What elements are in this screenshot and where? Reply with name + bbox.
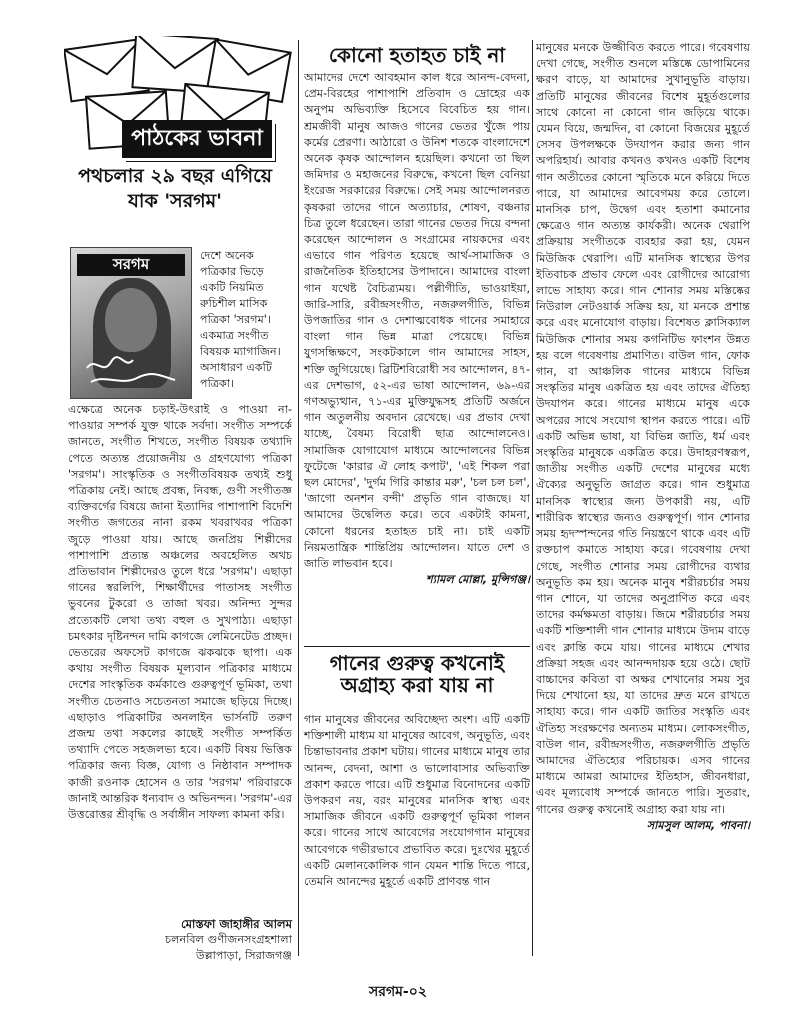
article-body: [68, 402, 292, 823]
column-divider: [298, 40, 299, 956]
cover-script-caption: [81, 350, 181, 390]
author-name: সামসুল আলম, পাবনা।: [646, 818, 750, 832]
body-paragraph: আমাদের দেশে আবহমান কাল ধরে আনন্দ-বেদনা, প্রেম-বিরহের পাশাপাশি প্রতিবাদ ও দ্রোহের এক অনুপম অভিব্যক্তি হিসেবে বিবেচিত হয় গান। শ্রমজীবী মানুষ আজও গানের ভেতর খুঁজে পায় কর্মের প্রেরণা। আঠারো ও উনিশ শতকে বাংলাদেশে অনেক কৃষক আন্দোলন হয়েছিল। কখনো তা ছিল জমিদার ও মহাজনের বিরুদ্ধে, কখনো ছিল বেনিয়া ইংরেজ সরকারের বিরুদ্ধে। সেই সময় আন্দোলনরত কৃষকরা তাদের গানে অত্যাচার, শোষণ, বঞ্চনার চিত্র তুলে ধরেছেন। তারা গানের ভেতর দিয়ে বন্দনা করেছেন আন্দোলন ও সংগ্রামের নায়কদের এবং এভাবে গান পরিণত হয়েছে আর্থ-সামাজিক ও রাজনৈতিক ইতিহাসের উপাদানে। আমাদের বাংলা গান যথেষ্ট বৈচিত্র্যময়। পল্লীগীতি, ভাওয়াইয়া, জারি-সারি, রবীন্দ্রসংগীত, নজরুলগীতি, বিভিন্ন উপজাতির গান ও দেশাত্মবোধক গানের সমাহারে বাংলা গান ভিন্ন মাত্রা পেয়েছে। বিভিন্ন যুগসন্ধিক্ষণে, সংকটকালে গান আমাদের সাহস, শক্তি জুগিয়েছে। ব্রিটিশবিরোধী সব আন্দোলন, ৪৭-এর দেশভাগ, ৫২-এর ভাষা আন্দোলন, ৬৯-এর গণঅভ্যুত্থান, ৭১-এর মুক্তিযুদ্ধসহ প্রতিটি অর্জনে গান অতুলনীয় অবদান রেখেছে। এর প্রভাব দেখা যাচ্ছে, বৈষম্য বিরোধী ছাত্র আন্দোলনেও। সামাজিক যোগাযোগ মাধ্যমে আন্দোলনের বিভিন্ন ফুটেজে 'কারার ঐ লোহ কপাট', 'এই শিকল পরা ছল মোদের', 'দুর্গম গিরি কান্তার মরু', 'চল চল চল', 'জাগো অনশন বন্দী' প্রভৃতি গান বাজছে। যা আমাদের উদ্বেলিত করে। তবে একটাই কামনা, কোনো ধরনের হতাহত চাই না। চাই একটি নিয়মতান্ত্রিক শান্তিপ্রিয় আন্দোলন। যাতে দেশ ও জাতি লাভবান হবে।: [304, 71, 530, 571]
article-title: পথচলার ২৯ বছর এগিয়ে যাক 'সরগম': [78, 165, 272, 212]
intro-paragraph: দেশে অনেক পত্রিকার ভিড়ে একটি নিয়মিত রুচিশীল মাসিক পত্রিকা 'সরগম'। একমাত্র সংগীত বিষয়ক ম্যাগাজিন। অসাধারণ একটি পত্রিকা।: [200, 249, 281, 390]
cover-masthead: সরগম: [77, 254, 185, 276]
article-title: কোনো হতাহত চাই না: [328, 43, 506, 67]
article-body-continued: [536, 40, 750, 834]
column-divider: [532, 40, 533, 956]
author-organization: চলনবিল গুণীজনসংগ্রহশালা: [165, 933, 292, 946]
cover-portrait-face: [105, 288, 157, 352]
magazine-cover-image: [70, 247, 192, 399]
page-number: সরগম-০২: [369, 984, 427, 1000]
author-location: উল্লাপাড়া, সিরাজগঞ্জ: [196, 949, 292, 962]
author-name: শ্যামল মোল্লা, মুন্সিগঞ্জ।: [426, 573, 530, 587]
article-divider: [304, 646, 530, 647]
article-title: গানের গুরুত্ব কখনোই অগ্রাহ্য করা যায় না: [329, 651, 505, 697]
body-paragraph: এক্ষেত্রে অনেক চড়াই-উৎরাই ও পাওয়া না-পাওয়ার সম্পর্ক যুক্ত থাকে সর্বদা। সংগীত সম্পর্কে জানতে, সংগীত শিখতে, সংগীত বিষয়ক তথ্যাদি পেতে অত্যন্ত প্রয়োজনীয় ও গ্রহণযোগ্য পত্রিকা 'সরগম'। সাংস্কৃতিক ও সংগীতবিষয়ক তথ্যই শুধু পত্রিকায় নেই। আছে প্রবন্ধ, নিবন্ধ, গুণী সংগীতজ্ঞ ব্যক্তিবর্গের বিষয়ে জানা ইত্যাদির পাশাপাশি বিদেশি সংগীত জগতের নানা রকম খবরাখবর পত্রিকা জুড়ে পাওয়া যায়। আছে জনপ্রিয় শিল্পীদের পাশাপাশি প্রত্যন্ত অঞ্চলের অবহেলিত অথচ প্রতিভাবান শিল্পীদেরও তুলে ধরে 'সরগম'। এছাড়া গানের স্বরলিপি, শিক্ষার্থীদের পাতাসহ সংগীত ভুবনের টুকরো ও তাজা খবর। অনিন্দ্য সুন্দর প্রত্যেকটি লেখা তথ্য বহুল ও সুখপাঠ্য। এছাড়া চমৎকার দৃষ্টিনন্দন দামি কাগজে লেমিনেটেড প্রচ্ছদ। ভেতরের অফসেট কাগজে ঝকঝকে ছাপা। এক কথায় সংগীত বিষয়ক মূল্যবান পত্রিকার মাধ্যমে দেশের সাংস্কৃতিক কর্মকাণ্ডে গুরুত্বপূর্ণ ভূমিকা, তথা সংগীত চেতনাও সচেতনতা সমাজে ছড়িয়ে দিচ্ছে। এছাড়াও পত্রিকাটির অনলাইন ভার্সনটি তরুণ প্রজন্ম তথা সকলের কাছেই সংগীত সম্পর্কিত তথ্যাদি পেতে সহজলভ্য হবে। একটি বিষয় ভিত্তিক পত্রিকার জন্য বিজ্ঞ, যোগ্য ও নিষ্ঠাবান সম্পাদক কাজী রওনাক হোসেন ও তার 'সরগম' পরিবারকে জানাই আন্তরিক ধন্যবাদ ও অভিনন্দন। 'সরগম'-এর উত্তরোত্তর শ্রীবৃদ্ধি ও সর্বাঙ্গীন সাফল্য কামনা করি।: [68, 403, 292, 822]
article-intro: [200, 248, 292, 392]
article-body: [304, 70, 530, 589]
section-banner: পাঠকের ভাবনা: [122, 120, 272, 158]
article-body: [304, 712, 530, 890]
author-signature: [536, 818, 750, 834]
author-name: মোস্তফা জাহাঙ্গীর আলম: [180, 917, 292, 931]
body-paragraph: গান মানুষের জীবনের অবিচ্ছেদ্য অংশ। এটি একটি শক্তিশালী মাধ্যম যা মানুষের আবেগ, অনুভূতি, এবং চিন্তাভাবনার প্রকাশ ঘটায়। গানের মাধ্যমে মানুষ তার আনন্দ, বেদনা, আশা ও ভালোবাসার অভিব্যক্তি প্রকাশ করতে পারে। এটি শুধুমাত্র বিনোদনের একটি উপকরণ নয়, বরং মানুষের মানসিক স্বাস্থ্য এবং সামাজিক জীবনে একটি গুরুত্বপূর্ণ ভূমিকা পালন করে। গানের সাথে আবেগের সংযোগগান মানুষের আবেগকে গভীরভাবে প্রভাবিত করে। দুঃখের মুহূর্তে একটি মেলানকোলিক গান যেমন শান্তি দিতে পারে, তেমনি আনন্দের মুহূর্তে একটি প্রাণবন্ত গান: [304, 713, 530, 889]
body-paragraph: মানুষের মনকে উজ্জীবিত করতে পারে। গবেষণায় দেখা গেছে, সংগীত শুনলে মস্তিষ্কে ডোপামিনের ক্ষরণ বাড়ে, যা আমাদের সুখানুভূতি বাড়ায়। প্রতিটি মানুষের জীবনের বিশেষ মুহূর্তগুলোর সাথে কোনো না কোনো গান জড়িয়ে থাকে। যেমন বিয়ে, জন্মদিন, বা কোনো বিজয়ের মুহূর্তে সেসব উপলক্ষকে উদযাপন করার জন্য গান অপরিহার্য। আবার কখনও কখনও একটি বিশেষ গান অতীতের কোনো স্মৃতিকে মনে করিয়ে দিতে পারে, যা আমাদের আবেগময় করে তোলে। মানসিক চাপ, উদ্বেগ এবং হতাশা কমানোর ক্ষেত্রেও গান অত্যন্ত কার্যকরী। অনেক থেরাপি প্রক্রিয়ায় সংগীতকে ব্যবহার করা হয়, যেমন মিউজিক থেরাপি। এটি মানসিক স্বাস্থ্যের উপর ইতিবাচক প্রভাব ফেলে এবং রোগীদের আরোগ্য লাভে সাহায্য করে। গান শোনার সময় মস্তিষ্কের নিউরাল নেটওয়ার্ক সক্রিয় হয়, যা মনকে প্রশান্ত করে এবং মনোযোগ বাড়ায়। বিশেষত ক্লাসিক্যাল মিউজিক শোনার সময় কগনিটিভ ফাংশন উন্নত হয় বলে গবেষণায় প্রমাণিত। বাউল গান, ফোক গান, বা আঞ্চলিক গানের মাধ্যমে বিভিন্ন সংস্কৃতির মানুষ একত্রিত হয় এবং তাদের ঐতিহ্য উদযাপন করে। গানের মাধ্যমে মানুষ একে অপরের সাথে সংযোগ স্থাপন করতে পারে। এটি একটি অভিন্ন ভাষা, যা বিভিন্ন জাতি, ধর্ম এবং সংস্কৃতির মানুষকে একত্রিত করে। উদাহরণস্বরূপ, জাতীয় সংগীত একটি দেশের মানুষের মধ্যে ঐক্যের অনুভূতি জাগ্রত করে। গান শুধুমাত্র মানসিক স্বাস্থ্যের জন্য উপকারী নয়, এটি শারীরিক স্বাস্থ্যের জন্যও গুরুত্বপূর্ণ। গান শোনার সময় হৃদস্পন্দনের গতি নিয়ন্ত্রণে থাকে এবং এটি রক্তচাপ কমাতে সাহায্য করে। গবেষণায় দেখা গেছে, সংগীত শোনার সময় রোগীদের ব্যথার অনুভূতি কম হয়। অনেক মানুষ শরীরচর্চার সময় গান শোনে, যা তাদের অনুপ্রাণিত করে এবং তাদের কর্মক্ষমতা বাড়ায়। জিমে শরীরচর্চার সময় একটি শক্তিশালী গান শোনার মাধ্যমে উদ্যম বাড়ে এবং ক্লান্তি কমে যায়। গানের মাধ্যমে শেখার প্রক্রিয়া সহজ এবং আনন্দদায়ক হয়ে ওঠে। ছোট বাচ্চাদের কবিতা বা অক্ষর শেখানোর সময় সুর দিয়ে শেখানো হয়, যা তাদের দ্রুত মনে রাখতে সাহায্য করে। গান একটি জাতির সংস্কৃতি এবং ঐতিহ্য সংরক্ষণের অন্যতম মাধ্যম। লোকসংগীত, বাউল গান, রবীন্দ্রসংগীত, নজরুলগীতি প্রভৃতি আমাদের ঐতিহ্যের পরিচায়ক। এসব গানের মাধ্যমে আমরা আমাদের ইতিহাস, জীবনধারা, এবং মূল্যবোধ সম্পর্কে জানতে পারি। সুতরাং, গানের গুরুত্ব কখনোই অগ্রাহ্য করা যায় না।: [536, 41, 750, 816]
author-signature: [304, 572, 530, 588]
envelope-icon: [132, 36, 218, 93]
